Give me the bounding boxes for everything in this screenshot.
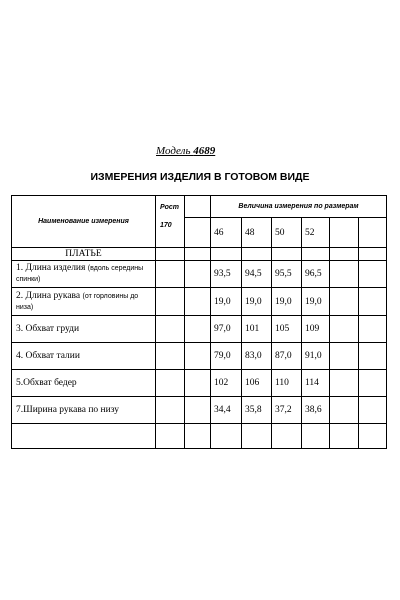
table-row: [12, 261, 387, 288]
size-cell: 48: [242, 218, 272, 248]
empty-cell: [156, 261, 185, 288]
section-label: ПЛАТЬЕ: [12, 248, 156, 261]
document-title: ИЗМЕРЕНИЯ ИЗДЕЛИЯ В ГОТОВОМ ВИДЕ: [90, 171, 310, 183]
empty-cell: [156, 316, 185, 343]
empty-cell: [330, 424, 359, 449]
row-name-note: (вдоль середины спинки): [16, 265, 144, 283]
header-row: [12, 196, 387, 218]
empty-cell: [302, 424, 330, 449]
empty-cell: [359, 397, 387, 424]
size-cell: 50: [272, 218, 302, 248]
empty-cell: [156, 424, 185, 449]
empty-cell: [12, 424, 156, 449]
empty-cell: [359, 261, 387, 288]
value-cell: 114: [302, 370, 330, 397]
empty-cell: [185, 261, 211, 288]
empty-cell: [211, 424, 242, 449]
row-name-text: 1. Длина изделия: [16, 263, 88, 273]
value-cell: 102: [211, 370, 242, 397]
empty-cell: [359, 316, 387, 343]
model-word: Модель: [156, 145, 191, 157]
empty-cell: [330, 218, 359, 248]
row-name: [12, 261, 156, 288]
value-cell: 37,2: [272, 397, 302, 424]
value-cell: 19,0: [242, 288, 272, 316]
empty-cell: [185, 196, 211, 218]
value-cell: 95,5: [272, 261, 302, 288]
row-name: 5.Обхват бедер: [12, 370, 156, 397]
row-name: [12, 288, 156, 316]
size-cell: 46: [211, 218, 242, 248]
table-row: [12, 316, 387, 343]
row-name: 3. Обхват груди: [12, 316, 156, 343]
empty-cell: [272, 424, 302, 449]
empty-cell: [156, 370, 185, 397]
col-values-header: Величина измерения по размерам: [211, 196, 387, 218]
empty-cell: [330, 370, 359, 397]
value-cell: 94,5: [242, 261, 272, 288]
empty-cell: [359, 424, 387, 449]
empty-cell: [185, 397, 211, 424]
empty-cell: [330, 248, 359, 261]
value-cell: 19,0: [272, 288, 302, 316]
value-cell: 97,0: [211, 316, 242, 343]
value-cell: 87,0: [272, 343, 302, 370]
row-name: 4. Обхват талии: [12, 343, 156, 370]
col-rost-header: [156, 196, 185, 248]
value-cell: 38,6: [302, 397, 330, 424]
rost-label: Рост: [160, 204, 179, 211]
table-row: [12, 370, 387, 397]
empty-cell: [302, 248, 330, 261]
value-cell: 101: [242, 316, 272, 343]
value-cell: 91,0: [302, 343, 330, 370]
empty-cell: [359, 218, 387, 248]
row-name-text: 2. Длина рукава: [16, 290, 83, 301]
value-cell: 93,5: [211, 261, 242, 288]
empty-cell: [272, 248, 302, 261]
empty-cell: [185, 424, 211, 449]
empty-cell: [185, 248, 211, 261]
section-row: [12, 248, 387, 261]
row-name: 7.Ширина рукава по низу: [12, 397, 156, 424]
empty-cell: [185, 288, 211, 316]
empty-cell: [359, 248, 387, 261]
value-cell: 34,4: [211, 397, 242, 424]
empty-cell: [242, 424, 272, 449]
value-cell: 110: [272, 370, 302, 397]
table-row: [12, 397, 387, 424]
table-row: [12, 343, 387, 370]
empty-cell: [330, 288, 359, 316]
value-cell: 105: [272, 316, 302, 343]
empty-cell: [211, 248, 242, 261]
rost-value: 170: [160, 222, 172, 229]
value-cell: 106: [242, 370, 272, 397]
size-cell: 52: [302, 218, 330, 248]
empty-cell: [185, 218, 211, 248]
empty-cell: [185, 316, 211, 343]
table-row-empty: [12, 424, 387, 449]
empty-cell: [359, 370, 387, 397]
empty-cell: [330, 397, 359, 424]
value-cell: 79,0: [211, 343, 242, 370]
value-cell: 96,5: [302, 261, 330, 288]
value-cell: 83,0: [242, 343, 272, 370]
col-name-header: Наименование измерения: [12, 196, 156, 248]
measurements-table: [11, 195, 387, 449]
empty-cell: [156, 288, 185, 316]
empty-cell: [185, 343, 211, 370]
value-cell: 35,8: [242, 397, 272, 424]
value-cell: 19,0: [211, 288, 242, 316]
empty-cell: [330, 316, 359, 343]
model-number: 4689: [193, 145, 216, 157]
empty-cell: [359, 288, 387, 316]
row-name-note: (от горловины до низа): [16, 292, 139, 311]
value-cell: 19,0: [302, 288, 330, 316]
empty-cell: [185, 370, 211, 397]
value-cell: 109: [302, 316, 330, 343]
empty-cell: [156, 248, 185, 261]
table-row: [12, 288, 387, 316]
empty-cell: [330, 343, 359, 370]
empty-cell: [330, 261, 359, 288]
empty-cell: [156, 397, 185, 424]
model-label: [156, 145, 215, 157]
empty-cell: [242, 248, 272, 261]
empty-cell: [156, 343, 185, 370]
empty-cell: [359, 343, 387, 370]
